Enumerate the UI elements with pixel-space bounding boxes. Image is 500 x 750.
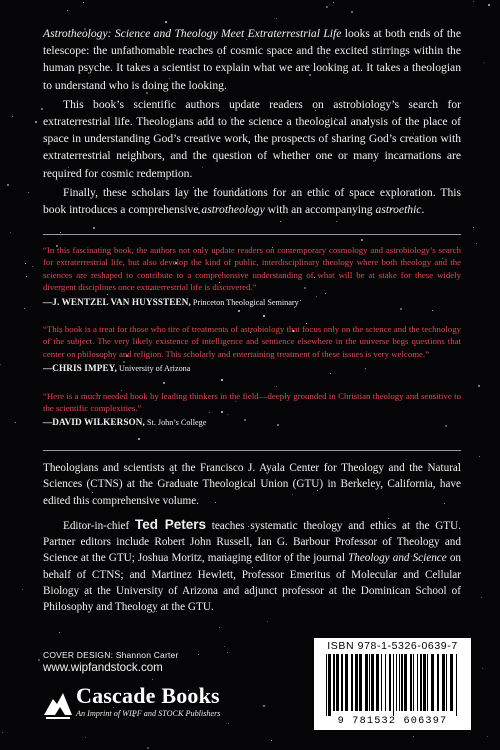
- star: [263, 705, 265, 707]
- star: [25, 263, 26, 264]
- star: [280, 221, 281, 222]
- barcode-bar: [376, 654, 379, 711]
- endorsement-attribution: [43, 416, 461, 429]
- star: [83, 2, 84, 3]
- barcode-bar: [393, 654, 394, 716]
- endorser-name: —DAVID WILKERSON,: [43, 417, 145, 428]
- intro-paragraph-3: [43, 184, 461, 218]
- endorsement: [43, 390, 461, 430]
- editors-paragraph-2: [43, 517, 461, 616]
- star: [479, 456, 480, 457]
- barcode-bar: [371, 654, 374, 711]
- star: [271, 740, 272, 741]
- star: [481, 597, 482, 598]
- star: [35, 121, 37, 123]
- isbn-label: ISBN 978-1-5326-0639-7: [327, 640, 458, 652]
- star: [473, 1, 474, 2]
- credits: [43, 650, 179, 674]
- intro-paragraph-2: This book’s scientific authors update readers on astrobiology’s search for extraterrestrial life. Theologians add to the science a theological analysis of the place of space in understanding God’s creative work, the prospects of sharing God’s creation with extraterrestrial neighbors, and the question of whether one or many incarnations are required for cosmic redemption.: [43, 97, 461, 180]
- barcode-bar: [420, 654, 422, 711]
- star: [85, 737, 86, 738]
- star: [333, 2, 334, 3]
- editors-paragraph-2-text: teaches systematic theology and ethics at the GTU. Partner editors include Robert John Russell, Ian G. Barbour Professor of Theology and Science at the GTU; Joshua Moritz, managing editor of the journal: [43, 519, 461, 565]
- barcode-bar: [351, 654, 353, 711]
- intro-paragraph-1-text: looks at both ends of the telescope: the unfathomable reaches of cosmic space and the excited stirrings within the human psyche. It takes a scientist to explain what we are looking at. It takes a theologian to understand who is doing the looking.: [43, 27, 461, 92]
- barcode-number: 9 781532 606397: [337, 716, 448, 727]
- barcode-bar: [369, 654, 370, 711]
- star: [15, 422, 16, 423]
- barcode-bar: [385, 654, 386, 711]
- barcode-bar: [365, 654, 368, 711]
- star: [67, 10, 68, 11]
- star: [10, 232, 11, 233]
- barcode-bar: [442, 654, 445, 711]
- star: [32, 266, 33, 267]
- star: [488, 4, 490, 6]
- barcode-bar: [446, 654, 447, 711]
- star: [326, 6, 328, 8]
- star: [26, 276, 27, 277]
- book-title: Astrotheology: Science and Theology Meet Extraterrestrial Life: [43, 27, 342, 40]
- endorsement-text: “This book is a treat for those who tire of treatments of astrobiology that focus only on the science and the technology of the subject. The very likely existence of intelligence and sentience elsewhere in the universe begs questions that center on philosophy and religion. This scholarly and entertaining treatment of these issues is very welcome.”: [43, 324, 461, 359]
- star: [227, 652, 228, 653]
- barcode-bar: [326, 654, 327, 716]
- star: [2, 732, 3, 733]
- astrotheology-term: astrotheology: [201, 203, 265, 217]
- cover-design-credit: COVER DESIGN: Shannon Carter: [43, 650, 179, 660]
- barcode-bar: [417, 654, 418, 711]
- star: [219, 627, 220, 628]
- star: [276, 18, 277, 19]
- star: [198, 654, 199, 655]
- star: [152, 679, 153, 680]
- endorsement: [43, 244, 461, 309]
- star: [476, 243, 477, 244]
- endorsement: [43, 323, 461, 376]
- barcode-bar: [381, 654, 382, 711]
- publisher-logo: [43, 683, 248, 723]
- endorser-affiliation: St. John’s College: [144, 418, 207, 428]
- star: [361, 239, 363, 241]
- star: [484, 62, 485, 63]
- star: [0, 364, 1, 365]
- mountain-icon: [43, 685, 73, 721]
- editors-paragraph-1: Theologians and scientists at the Francisco J. Ayala Center for Theology and the Natural Sciences (CTNS) at the Graduate Theological Union (GTU) in Berkeley, California, have edited this comprehensive volume.: [43, 462, 461, 507]
- star: [12, 116, 13, 117]
- star: [228, 723, 229, 724]
- star: [478, 385, 480, 387]
- divider-top: [43, 234, 461, 235]
- star: [224, 646, 225, 647]
- endorsement-text: “Here is a much needed book by leading thinkers in the field—deeply grounded in Christian theology and sensitive to the scientific complexities.”: [43, 390, 461, 414]
- publisher-name: Cascade Books: [76, 683, 220, 708]
- barcode-bar: [336, 654, 339, 711]
- barcode-bar: [427, 654, 428, 711]
- barcode-bar: [437, 654, 439, 711]
- intro-paragraph-1: [43, 25, 461, 94]
- endorser-affiliation: University of Arizona: [116, 364, 191, 374]
- publisher-imprint: An Imprint of WIPF and STOCK Publishers: [76, 709, 221, 718]
- barcode-bar: [423, 654, 426, 711]
- star: [351, 11, 353, 13]
- barcode-bar: [345, 654, 348, 711]
- star: [38, 659, 40, 661]
- star: [482, 668, 483, 669]
- intro-paragraph-3-end: .: [421, 203, 425, 217]
- barcode-bar: [359, 654, 362, 711]
- intro-section: [43, 25, 461, 220]
- barcode-bar: [328, 654, 331, 716]
- endorsement-attribution: [43, 362, 461, 375]
- endorser-name: —J. WENTZEL VAN HUYSSTEEN,: [43, 296, 191, 307]
- barcode-bar: [450, 654, 453, 711]
- barcode-bar: [431, 654, 434, 711]
- barcode-bar: [396, 654, 397, 711]
- star: [7, 184, 9, 186]
- editors-paragraph-2-lead: Editor-in-chief: [63, 519, 135, 532]
- star: [147, 747, 149, 749]
- astroethic-term: astroethic: [375, 203, 422, 217]
- barcode-bar: [410, 654, 412, 711]
- barcode-bar: [404, 654, 407, 711]
- editors-section: [43, 460, 461, 624]
- star: [22, 589, 23, 590]
- barcode-bar: [401, 654, 403, 711]
- barcode-bar: [341, 654, 343, 711]
- star: [473, 227, 474, 228]
- intro-paragraph-3-text: Finally, these scholars lay the foundations for an ethic of space exploration. This book introduces a comprehensive: [43, 185, 461, 217]
- divider-bottom: [43, 450, 461, 451]
- star: [165, 21, 167, 23]
- endorsement-text: “In this fascinating book, the authors not only update readers on contemporary cosmology and astrobiology’s search for extraterrestrial life, but also develop the kind of public, interdisciplinary theology where both theology and the sciences are reshaped to contribute to a comprehensive understanding of what will be at stake for these widely divergent disciplines once extraterrestrial life is discovered.”: [43, 245, 461, 293]
- star: [59, 632, 60, 633]
- barcode-bar: [355, 654, 358, 711]
- barcode-bar: [456, 654, 457, 716]
- isbn-barcode: [314, 638, 471, 730]
- barcode-bars: [326, 654, 459, 716]
- endorsements-section: [43, 244, 461, 444]
- star: [487, 736, 488, 737]
- publisher-url: www.wipfandstock.com: [43, 661, 163, 674]
- endorser-affiliation: Princeton Theological Seminary: [190, 297, 299, 307]
- endorsement-attribution: [43, 296, 461, 309]
- star: [24, 308, 25, 309]
- barcode-bar: [413, 654, 414, 711]
- editor-in-chief-name: Ted Peters: [135, 516, 206, 532]
- barcode-bar: [389, 654, 391, 711]
- journal-title: Theology and Science: [348, 552, 447, 565]
- endorser-name: —CHRIS IMPEY,: [43, 363, 117, 374]
- editors-paragraph-2-end: on behalf of CTNS; and Martinez Hewlett, Professor Emeritus of Molecular and Cellular Biology at the University of Arizona and adjunct professor at the Dominican School of Philosophy and Theology at the GTU.: [43, 552, 462, 614]
- star: [28, 192, 29, 193]
- star: [93, 227, 95, 229]
- intro-paragraph-3-text-2: with an accompanying: [264, 203, 376, 217]
- barcode-bar: [399, 654, 400, 711]
- star: [413, 736, 414, 737]
- star: [336, 221, 337, 222]
- barcode-bar: [333, 654, 335, 711]
